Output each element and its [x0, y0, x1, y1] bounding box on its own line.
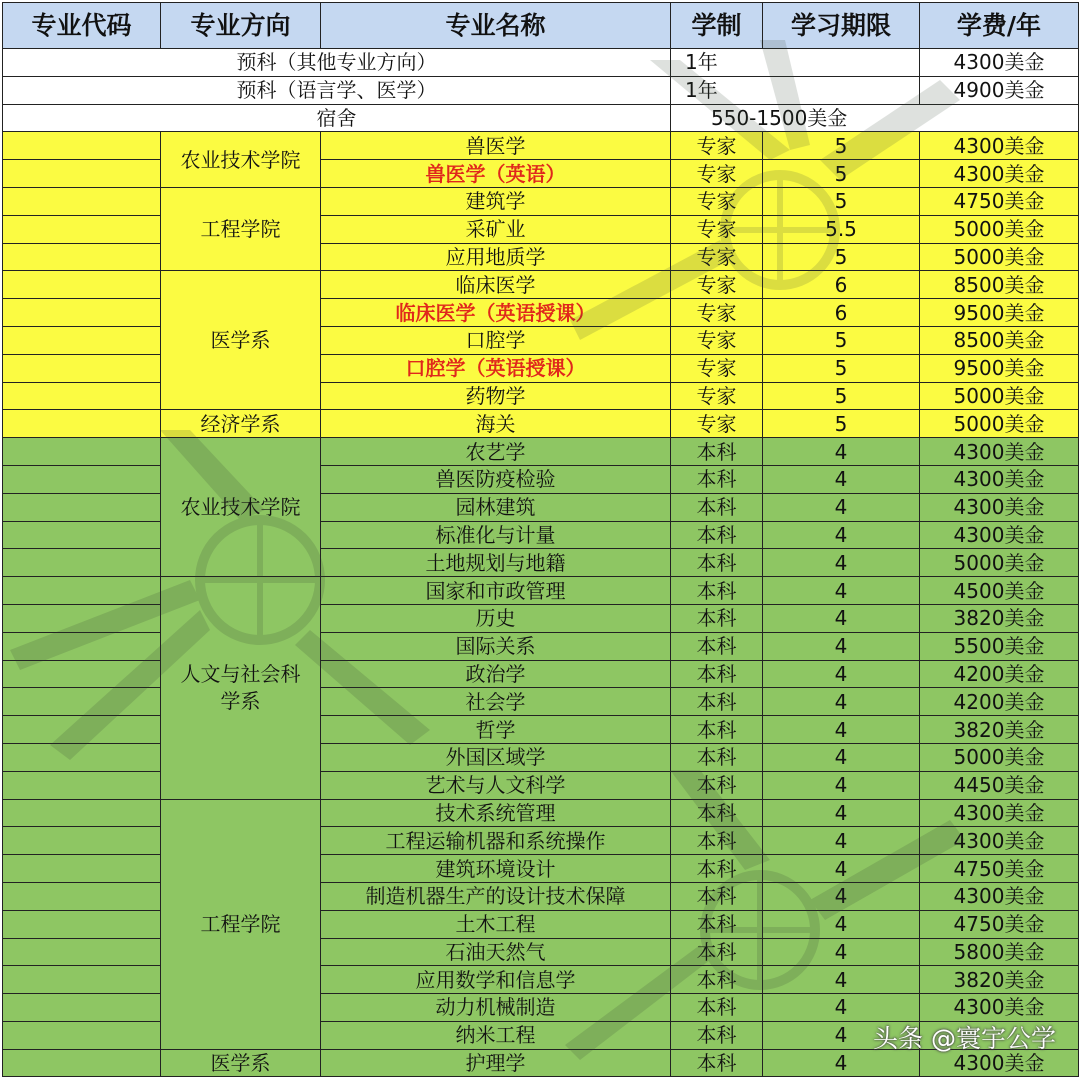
fee-cell: 5000美金 — [920, 382, 1079, 410]
tuition-table — [2, 2, 1079, 1077]
code-cell — [3, 994, 161, 1022]
code-cell — [3, 938, 161, 966]
fee-cell: 4300美金 — [920, 1049, 1079, 1077]
code-cell — [3, 521, 161, 549]
fee-cell: 3820美金 — [920, 716, 1079, 744]
code-cell — [3, 882, 161, 910]
fee-cell: 9500美金 — [920, 299, 1079, 327]
col-header-code: 专业代码 — [3, 3, 161, 49]
duration-cell: 4 — [763, 1049, 920, 1077]
major-name-cell: 采矿业 — [321, 215, 671, 243]
degree-cell: 专家 — [671, 215, 763, 243]
duration-cell: 4 — [763, 827, 920, 855]
code-cell — [3, 743, 161, 771]
code-cell — [3, 382, 161, 410]
code-cell — [3, 271, 161, 299]
major-name-cell: 兽医学（英语） — [321, 160, 671, 188]
major-name-cell: 应用数学和信息学 — [321, 966, 671, 994]
fee-cell: 4300美金 — [920, 827, 1079, 855]
major-name-cell: 纳米工程 — [321, 1021, 671, 1049]
fee-cell: 4300美金 — [920, 994, 1079, 1022]
fee-cell: 4450美金 — [920, 771, 1079, 799]
fee-cell: 5800美金 — [920, 938, 1079, 966]
duration-cell: 4 — [763, 438, 920, 466]
code-cell — [3, 688, 161, 716]
prep-row — [3, 49, 1079, 77]
dorm-fee: 550-1500美金 — [671, 104, 1079, 132]
prep-period: 1年 — [671, 49, 920, 77]
program-row — [3, 187, 1079, 215]
degree-cell: 本科 — [671, 604, 763, 632]
fee-cell: 5000美金 — [920, 743, 1079, 771]
col-header-duration: 学习期限 — [763, 3, 920, 49]
duration-cell: 6 — [763, 271, 920, 299]
duration-cell: 5 — [763, 326, 920, 354]
program-row — [3, 577, 1079, 605]
degree-cell: 本科 — [671, 994, 763, 1022]
degree-cell: 本科 — [671, 632, 763, 660]
fee-cell: 9500美金 — [920, 354, 1079, 382]
duration-cell: 4 — [763, 716, 920, 744]
major-name-cell: 动力机械制造 — [321, 994, 671, 1022]
prep-fee: 4300美金 — [920, 49, 1079, 77]
code-cell — [3, 160, 161, 188]
prep-period: 1年 — [671, 76, 920, 104]
department-cell: 工程学院 — [161, 799, 321, 1049]
major-name-cell: 建筑学 — [321, 187, 671, 215]
major-name-cell: 外国区域学 — [321, 743, 671, 771]
degree-cell: 专家 — [671, 187, 763, 215]
fee-cell: 5000美金 — [920, 410, 1079, 438]
degree-cell: 本科 — [671, 743, 763, 771]
fee-cell: 4750美金 — [920, 187, 1079, 215]
code-cell — [3, 549, 161, 577]
code-cell — [3, 493, 161, 521]
major-name-cell: 口腔学（英语授课） — [321, 354, 671, 382]
degree-cell: 专家 — [671, 410, 763, 438]
department-cell: 工程学院 — [161, 187, 321, 270]
major-name-cell: 国际关系 — [321, 632, 671, 660]
degree-cell: 本科 — [671, 799, 763, 827]
degree-cell: 本科 — [671, 549, 763, 577]
degree-cell: 本科 — [671, 660, 763, 688]
code-cell — [3, 132, 161, 160]
major-name-cell: 兽医学 — [321, 132, 671, 160]
fee-cell: 4500美金 — [920, 577, 1079, 605]
program-row — [3, 438, 1079, 466]
code-cell — [3, 771, 161, 799]
program-row — [3, 271, 1079, 299]
department-cell: 农业技术学院 — [161, 438, 321, 577]
major-name-cell: 政治学 — [321, 660, 671, 688]
duration-cell: 4 — [763, 771, 920, 799]
major-name-cell: 标准化与计量 — [321, 521, 671, 549]
department-line: 人文与社会科 — [180, 661, 301, 686]
program-row — [3, 132, 1079, 160]
duration-cell: 5 — [763, 187, 920, 215]
department-cell: 经济学系 — [161, 410, 321, 438]
fee-cell: 8500美金 — [920, 326, 1079, 354]
fee-cell: 4300美金 — [920, 882, 1079, 910]
col-header-direction: 专业方向 — [161, 3, 321, 49]
duration-cell: 4 — [763, 1021, 920, 1049]
department-cell — [161, 577, 321, 799]
duration-cell: 4 — [763, 632, 920, 660]
duration-cell: 5 — [763, 132, 920, 160]
department-cell: 农业技术学院 — [161, 132, 321, 188]
degree-cell: 专家 — [671, 132, 763, 160]
department-cell: 医学系 — [161, 271, 321, 410]
code-cell — [3, 910, 161, 938]
degree-cell: 专家 — [671, 299, 763, 327]
duration-cell: 4 — [763, 465, 920, 493]
duration-cell: 4 — [763, 855, 920, 883]
code-cell — [3, 187, 161, 215]
duration-cell: 6 — [763, 299, 920, 327]
degree-cell: 本科 — [671, 910, 763, 938]
duration-cell: 4 — [763, 604, 920, 632]
duration-cell: 4 — [763, 549, 920, 577]
duration-cell: 4 — [763, 938, 920, 966]
fee-cell: 4300美金 — [920, 438, 1079, 466]
duration-cell: 4 — [763, 660, 920, 688]
prep-label: 预科（其他专业方向） — [3, 49, 671, 77]
duration-cell: 5.5 — [763, 215, 920, 243]
header-row — [3, 3, 1079, 49]
major-name-cell: 制造机器生产的设计技术保障 — [321, 882, 671, 910]
code-cell — [3, 966, 161, 994]
major-name-cell: 石油天然气 — [321, 938, 671, 966]
program-row — [3, 799, 1079, 827]
code-cell — [3, 1049, 161, 1077]
code-cell — [3, 326, 161, 354]
watermark-text: 头条 @寰宇公学 — [873, 1024, 1056, 1053]
duration-cell: 4 — [763, 743, 920, 771]
duration-cell: 5 — [763, 410, 920, 438]
duration-cell: 4 — [763, 521, 920, 549]
degree-cell: 本科 — [671, 438, 763, 466]
major-name-cell: 临床医学（英语授课） — [321, 299, 671, 327]
duration-cell: 4 — [763, 493, 920, 521]
code-cell — [3, 243, 161, 271]
fee-cell: 4200美金 — [920, 660, 1079, 688]
degree-cell: 本科 — [671, 882, 763, 910]
duration-cell: 5 — [763, 243, 920, 271]
department-cell: 医学系 — [161, 1049, 321, 1077]
duration-cell: 5 — [763, 160, 920, 188]
major-name-cell: 国家和市政管理 — [321, 577, 671, 605]
fee-cell: 5500美金 — [920, 632, 1079, 660]
duration-cell: 5 — [763, 354, 920, 382]
fee-cell: 4300美金 — [920, 799, 1079, 827]
col-header-fee: 学费/年 — [920, 3, 1079, 49]
degree-cell: 本科 — [671, 855, 763, 883]
prep-label: 预科（语言学、医学） — [3, 76, 671, 104]
fee-cell: 4300美金 — [920, 465, 1079, 493]
code-cell — [3, 577, 161, 605]
code-cell — [3, 299, 161, 327]
duration-cell: 4 — [763, 882, 920, 910]
major-name-cell: 技术系统管理 — [321, 799, 671, 827]
degree-cell: 本科 — [671, 1021, 763, 1049]
code-cell — [3, 438, 161, 466]
degree-cell: 本科 — [671, 966, 763, 994]
code-cell — [3, 604, 161, 632]
major-name-cell: 园林建筑 — [321, 493, 671, 521]
duration-cell: 4 — [763, 994, 920, 1022]
major-name-cell: 社会学 — [321, 688, 671, 716]
degree-cell: 本科 — [671, 577, 763, 605]
fee-cell: 5000美金 — [920, 215, 1079, 243]
code-cell — [3, 632, 161, 660]
dorm-row — [3, 104, 1079, 132]
col-header-major: 专业名称 — [321, 3, 671, 49]
code-cell — [3, 354, 161, 382]
code-cell — [3, 716, 161, 744]
major-name-cell: 工程运输机器和系统操作 — [321, 827, 671, 855]
code-cell — [3, 465, 161, 493]
code-cell — [3, 660, 161, 688]
degree-cell: 本科 — [671, 827, 763, 855]
major-name-cell: 药物学 — [321, 382, 671, 410]
fee-cell: 3820美金 — [920, 604, 1079, 632]
major-name-cell: 建筑环境设计 — [321, 855, 671, 883]
duration-cell: 4 — [763, 688, 920, 716]
degree-cell: 专家 — [671, 160, 763, 188]
duration-cell: 4 — [763, 966, 920, 994]
degree-cell: 本科 — [671, 716, 763, 744]
degree-cell: 专家 — [671, 326, 763, 354]
major-name-cell: 历史 — [321, 604, 671, 632]
degree-cell: 本科 — [671, 938, 763, 966]
dorm-label: 宿舍 — [3, 104, 671, 132]
prep-row — [3, 76, 1079, 104]
degree-cell: 专家 — [671, 243, 763, 271]
duration-cell: 4 — [763, 799, 920, 827]
major-name-cell: 临床医学 — [321, 271, 671, 299]
degree-cell: 本科 — [671, 1049, 763, 1077]
major-name-cell: 护理学 — [321, 1049, 671, 1077]
code-cell — [3, 827, 161, 855]
fee-cell: 4750美金 — [920, 855, 1079, 883]
code-cell — [3, 1021, 161, 1049]
degree-cell: 本科 — [671, 493, 763, 521]
fee-cell: 5000美金 — [920, 243, 1079, 271]
code-cell — [3, 855, 161, 883]
fee-cell: 3820美金 — [920, 966, 1079, 994]
code-cell — [3, 410, 161, 438]
fee-cell: 4200美金 — [920, 688, 1079, 716]
major-name-cell: 口腔学 — [321, 326, 671, 354]
degree-cell: 本科 — [671, 771, 763, 799]
fee-cell: 4300美金 — [920, 521, 1079, 549]
degree-cell: 本科 — [671, 465, 763, 493]
major-name-cell: 兽医防疫检验 — [321, 465, 671, 493]
degree-cell: 专家 — [671, 382, 763, 410]
department-line: 学系 — [220, 688, 261, 713]
fee-cell: 4300美金 — [920, 493, 1079, 521]
code-cell — [3, 799, 161, 827]
degree-cell: 专家 — [671, 271, 763, 299]
major-name-cell: 土木工程 — [321, 910, 671, 938]
degree-cell: 本科 — [671, 521, 763, 549]
major-name-cell: 哲学 — [321, 716, 671, 744]
fee-cell: 8500美金 — [920, 271, 1079, 299]
fee-cell: 5000美金 — [920, 549, 1079, 577]
code-cell — [3, 215, 161, 243]
degree-cell: 本科 — [671, 688, 763, 716]
major-name-cell: 海关 — [321, 410, 671, 438]
prep-fee: 4900美金 — [920, 76, 1079, 104]
major-name-cell: 农艺学 — [321, 438, 671, 466]
duration-cell: 4 — [763, 577, 920, 605]
major-name-cell: 土地规划与地籍 — [321, 549, 671, 577]
major-name-cell: 应用地质学 — [321, 243, 671, 271]
duration-cell: 5 — [763, 382, 920, 410]
fee-cell: 4750美金 — [920, 910, 1079, 938]
fee-cell: 4300美金 — [920, 160, 1079, 188]
col-header-degree: 学制 — [671, 3, 763, 49]
major-name-cell: 艺术与人文科学 — [321, 771, 671, 799]
degree-cell: 专家 — [671, 354, 763, 382]
program-row — [3, 410, 1079, 438]
fee-cell: 4300美金 — [920, 132, 1079, 160]
duration-cell: 4 — [763, 910, 920, 938]
